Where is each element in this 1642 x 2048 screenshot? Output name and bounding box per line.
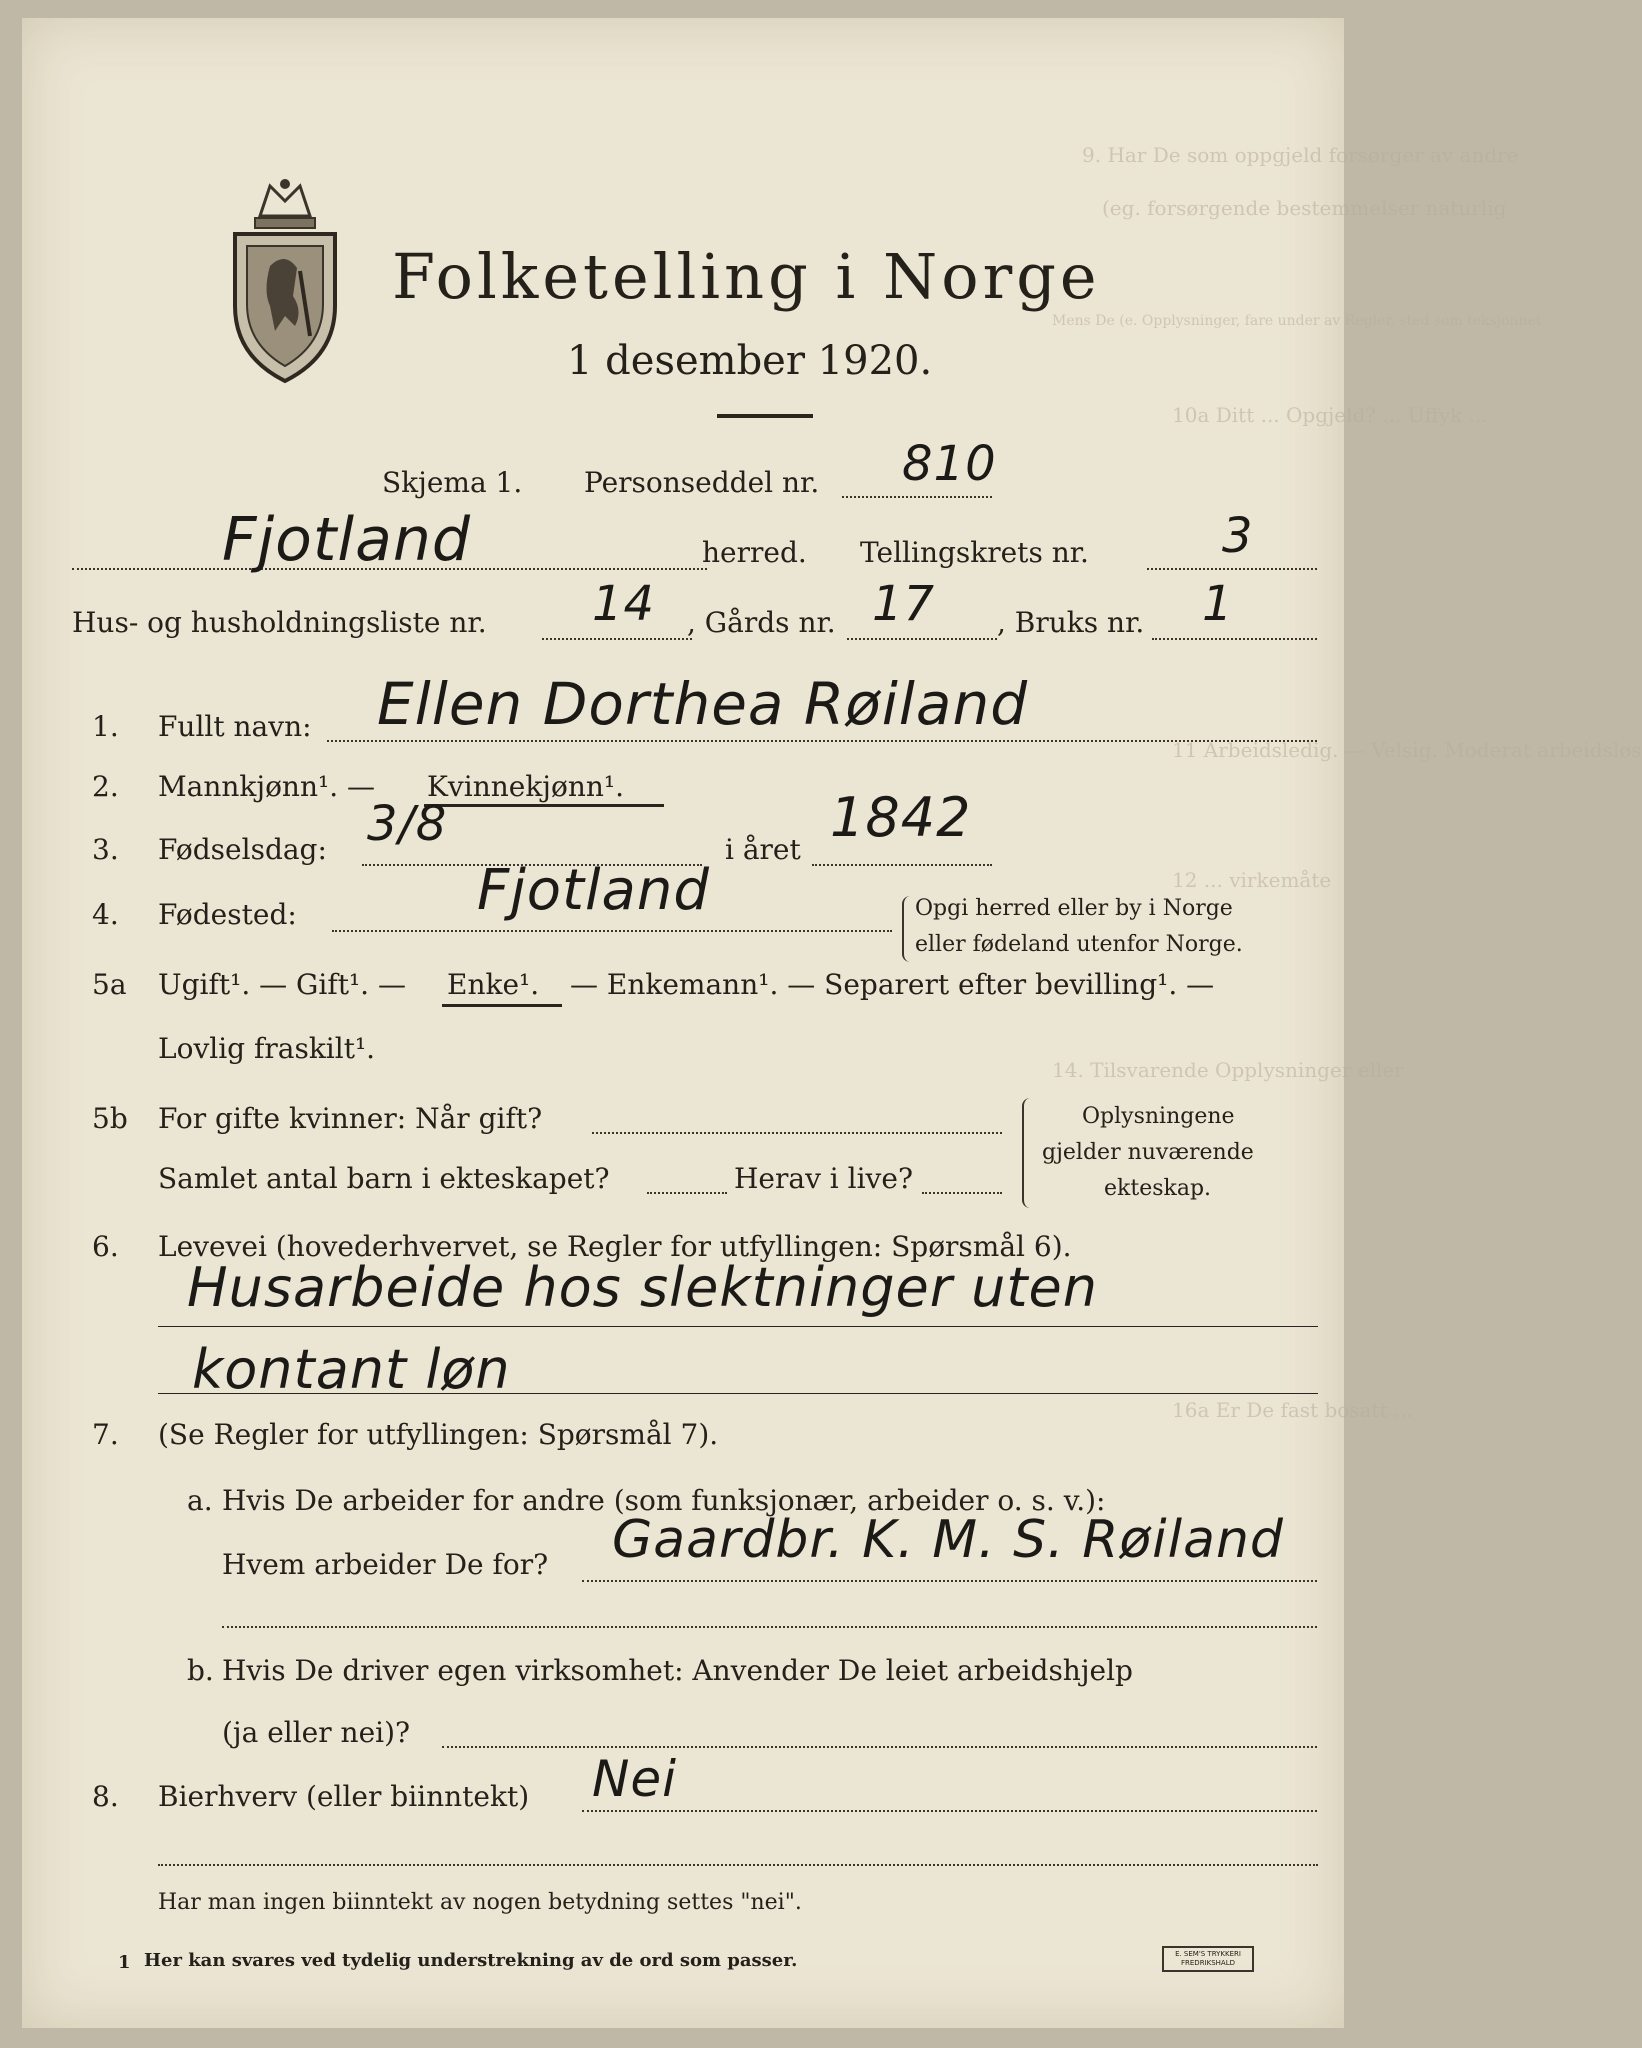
printer-stamp: E. SEM'S TRYKKERI FREDRIKSHALD (1162, 1946, 1254, 1972)
bruks-label: , Bruks nr. (997, 606, 1145, 639)
form-title: Folketelling i Norge (392, 240, 1101, 313)
ghost-text: (eg. forsørgende bestemmelser naturlig (1102, 196, 1507, 220)
q7-label: (Se Regler for utfyllingen: Spørsmål 7). (158, 1418, 719, 1451)
q5b-married-line (592, 1132, 1002, 1134)
q1-number: 1. (92, 710, 119, 743)
q1-label: Fullt navn: (158, 710, 312, 743)
tellingskrets-label: Tellingskrets nr. (860, 536, 1089, 569)
gards-label: , Gårds nr. (687, 606, 836, 639)
form-subtitle: 1 desember 1920. (567, 338, 933, 384)
q1-line (327, 740, 1317, 742)
footnote-mark: 1 (118, 1952, 131, 1973)
ghost-text: 14. Tilsvarende Opplysninger eller (1052, 1058, 1404, 1082)
q7b-line (442, 1746, 1317, 1748)
q6-value-1: Husarbeide hos slektninger uten (187, 1256, 1098, 1319)
q4-value: Fjotland (477, 858, 710, 923)
q5b-live-line (922, 1192, 1002, 1194)
q6-value-2: kontant løn (192, 1338, 511, 1401)
herred-label: herred. (702, 536, 807, 569)
q2-female: Kvinnekjønn¹. (427, 770, 625, 803)
q5a-number: 5a (92, 968, 127, 1001)
q3-year-line (812, 864, 992, 866)
title-rule (717, 414, 813, 418)
q2-number: 2. (92, 770, 119, 803)
q5b-number: 5b (92, 1102, 128, 1135)
ghost-text: 11 Arbeidsledig. — Velsig. Moderat arbeidsløs (1172, 738, 1642, 762)
hus-label: Hus- og husholdningsliste nr. (72, 606, 487, 639)
q3-year-label: i året (725, 833, 801, 866)
q5b-note-3: ekteskap. (1104, 1176, 1212, 1201)
ghost-text: 10a Ditt ... Opgjeld? ... Uffyk ... (1172, 403, 1488, 427)
q4-number: 4. (92, 898, 119, 931)
skjema-label: Skjema 1. (382, 466, 523, 499)
hus-value: 14 (592, 576, 656, 632)
q4-brace (902, 896, 910, 962)
q8-line (582, 1810, 1317, 1812)
q5b-brace (1022, 1098, 1032, 1208)
q3-label: Fødselsdag: (158, 833, 327, 866)
q5b-live: Herav i live? (734, 1162, 913, 1195)
bruks-line (1152, 638, 1317, 640)
q7a-question: Hvem arbeider De for? (222, 1548, 549, 1581)
ghost-text: 9. Har De som oppgjeld forsørger av andre (1082, 143, 1519, 167)
q8-extra-line (158, 1864, 1318, 1866)
q4-line (332, 930, 892, 932)
q7-number: 7. (92, 1418, 119, 1451)
q5b-note-2: gjelder nuværende (1042, 1140, 1254, 1165)
personseddel-line (842, 496, 992, 498)
q1-value: Ellen Dorthea Røiland (377, 670, 1029, 738)
q6-number: 6. (92, 1230, 119, 1263)
gards-line (847, 638, 997, 640)
personseddel-value: 810 (902, 436, 997, 492)
herred-value: Fjotland (222, 505, 471, 575)
q3-year-value: 1842 (830, 786, 972, 849)
personseddel-label: Personseddel nr. (584, 466, 820, 499)
hus-line (542, 638, 692, 640)
q5a-text-2: — Enkemann¹. — Separert efter bevilling¹. — (570, 968, 1215, 1001)
q7a-extra-line (222, 1626, 1317, 1628)
ghost-text: 16a Er De fast bosatt ... (1172, 1398, 1413, 1422)
q7b-text: Hvis De driver egen virksomhet: Anvender De leiet arbeidshjelp (222, 1654, 1133, 1687)
footnote: Her kan svares ved tydelig understrekning av de ord som passer. (144, 1950, 798, 1971)
q5a-enke-underline (442, 968, 562, 1007)
q5b-note-1: Oplysningene (1082, 1104, 1235, 1129)
bruks-value: 1 (1202, 576, 1234, 632)
q5a-line-2: Lovlig fraskilt¹. (158, 1032, 376, 1065)
q5b-label: For gifte kvinner: Når gift? (158, 1102, 543, 1135)
q7b-question: (ja eller nei)? (222, 1716, 411, 1749)
q7b-letter: b. (187, 1654, 214, 1687)
q2-female-underline (424, 770, 664, 807)
q7a-letter: a. (187, 1484, 213, 1517)
ghost-text: Mens De (e. Opplysninger, fare under av Regler, sted som teksjonnet (1052, 313, 1542, 329)
q7a-value: Gaardbr. K. M. S. Røiland (612, 1510, 1284, 1570)
ghost-text: 12 ... virkemåte (1172, 868, 1332, 892)
q8-label: Bierhverv (eller biinntekt) (158, 1780, 530, 1813)
q5a-enke: Enke¹. (447, 968, 540, 1001)
q3-number: 3. (92, 833, 119, 866)
q3-value: 3/8 (367, 796, 448, 852)
norwegian-coat-of-arms-icon (225, 176, 345, 386)
q7a-text: Hvis De arbeider for andre (som funksjonær, arbeider o. s. v.): (222, 1484, 1106, 1517)
q4-note-1: Opgi herred eller by i Norge (915, 896, 1233, 921)
q4-note-2: eller fødeland utenfor Norge. (915, 932, 1243, 957)
q8-number: 8. (92, 1780, 119, 1813)
q6-label: Levevei (hovederhvervet, se Regler for utfyllingen: Spørsmål 6). (158, 1230, 1072, 1263)
tellingskrets-value: 3 (1222, 508, 1254, 564)
q4-label: Fødested: (158, 898, 297, 931)
gards-value: 17 (872, 576, 936, 632)
q6-line-2 (158, 1393, 1318, 1394)
q7a-line (582, 1580, 1317, 1582)
q6-line-1 (158, 1326, 1318, 1327)
footer-note: Har man ingen biinntekt av nogen betydning settes "nei". (158, 1890, 802, 1915)
q8-value: Nei (592, 1750, 678, 1808)
q2-male: Mannkjønn¹. — (158, 770, 376, 803)
tellingskrets-line (1147, 568, 1317, 570)
q5b-barn-line (647, 1192, 727, 1194)
q5a-text: Ugift¹. — Gift¹. — (158, 968, 406, 1001)
q5b-barn: Samlet antal barn i ekteskapet? (158, 1162, 610, 1195)
census-form (22, 18, 1642, 2028)
